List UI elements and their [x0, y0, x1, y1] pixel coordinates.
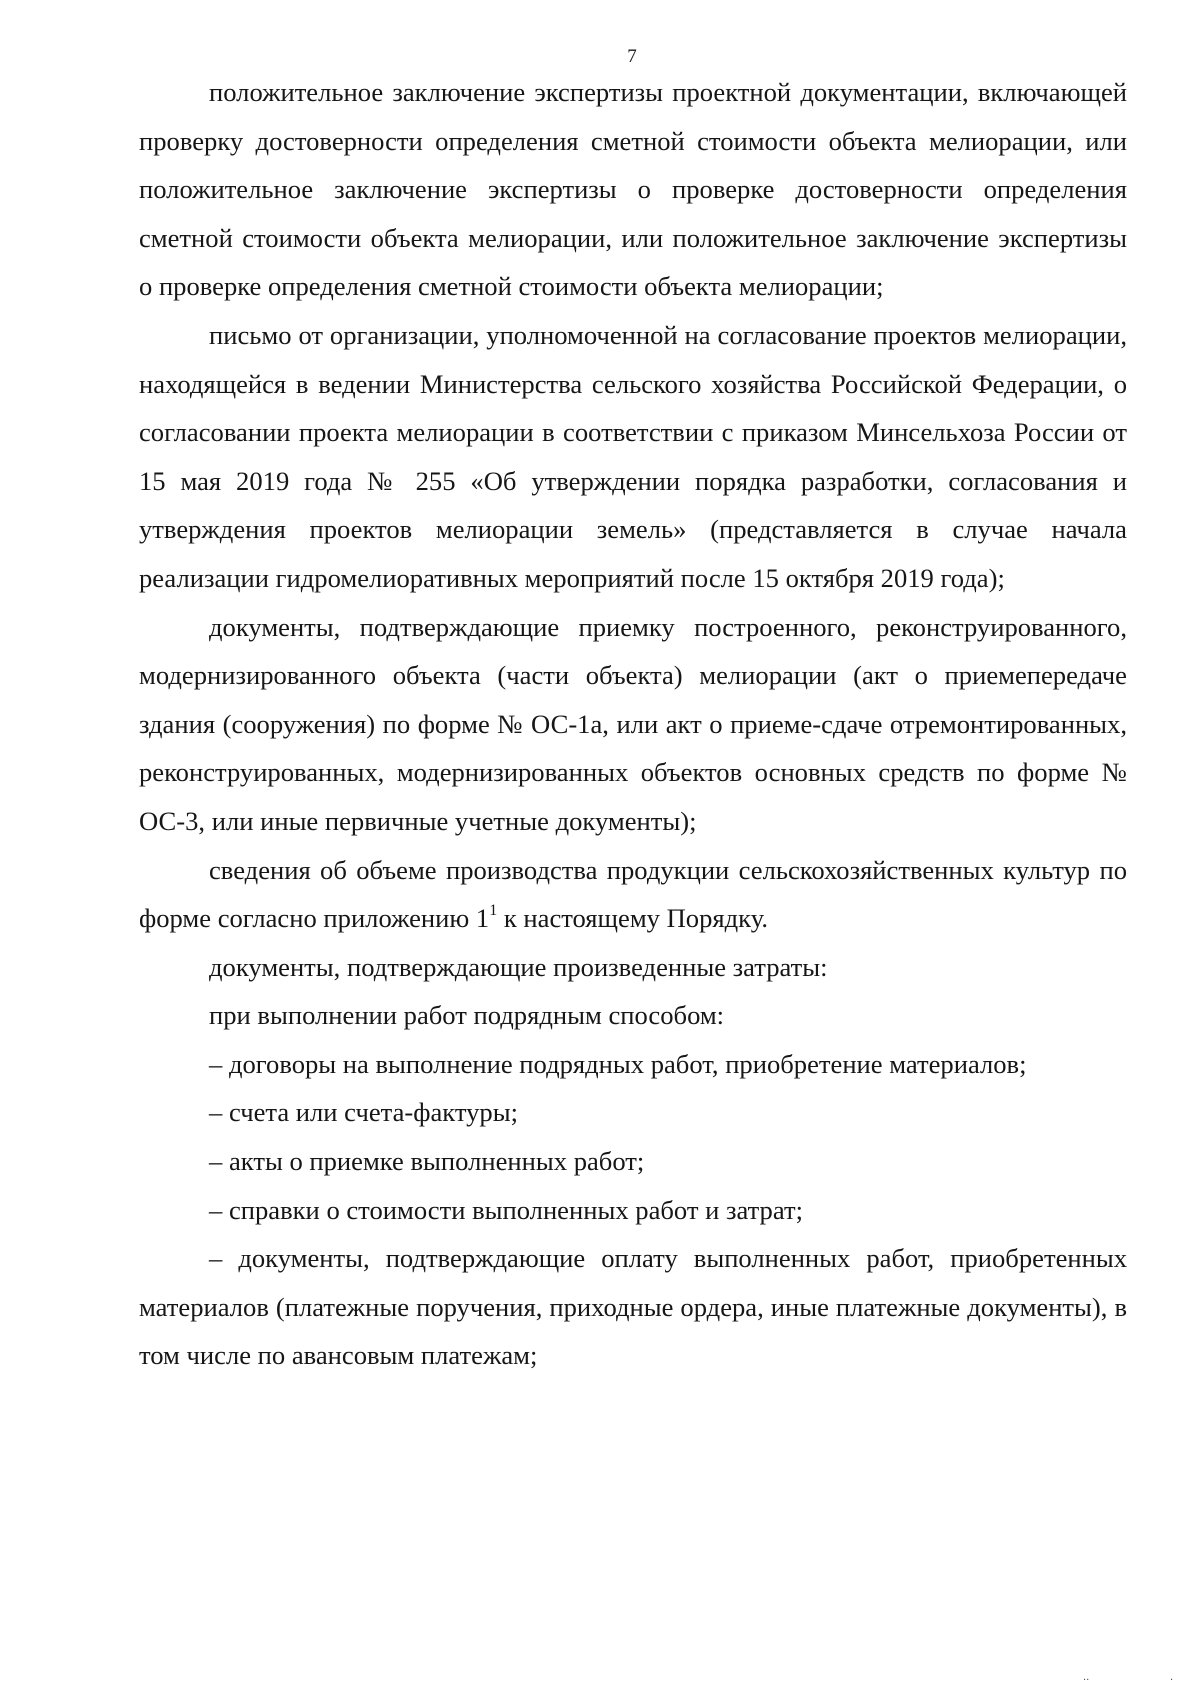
list-item-payment-documents: – документы, подтверждающие оплату выполненных работ, приобретенных материалов (платежные поручения, приходные ордера, иные платежные документы), в том числе по авансовым платежам; — [139, 1243, 1127, 1371]
list-item-contracts: – договоры на выполнение подрядных работ, приобретение материалов; — [209, 1048, 1027, 1079]
page-number: 7 — [627, 46, 637, 67]
paragraph-production-volume — [139, 846, 1127, 943]
scan-artifact-mark: ·· — [1083, 1675, 1090, 1686]
production-volume-tail: к настоящему Порядку. — [497, 903, 768, 934]
paragraph-approval-letter: письмо от организации, уполномоченной на согласование проектов мелиорации, находящейся в ведении Министерства сельского хозяйства Российской Федерации, о согласовании проекта мелиорации в соответствии с приказом Минсельхоза России от 15 мая 2019 года № 255 «Об утверждении порядка разработки, согласования и утверждения проектов мелиорации земель» (представляется в случае начала реализации гидромелиоративных мероприятий после 15 октября 2019 года); — [139, 319, 1127, 593]
production-volume-text: сведения об объеме производства продукции сельскохозяйственных культур по форме согласно приложению 1 — [139, 854, 1127, 934]
scan-artifact-mark: · — [1170, 1675, 1174, 1686]
paragraph-contract-method: при выполнении работ подрядным способом: — [209, 1000, 725, 1031]
paragraph-acceptance-documents: документы, подтверждающие приемку построенного, реконструированного, модернизированного объекта (части объекта) мелиорации (акт о приемепередаче здания (сооружения) по форме № ОС-1а, или акт о приеме-сдаче отремонтированных, реконструированных, модернизированных объектов основных средств по форме № ОС-3, или иные первичные учетные документы); — [139, 611, 1127, 836]
appendix-superscript: 1 — [489, 902, 498, 920]
paragraph-expense-intro: документы, подтверждающие произведенные затраты: — [209, 951, 828, 982]
list-item-cost-certificates: – справки о стоимости выполненных работ и затрат; — [209, 1194, 803, 1225]
list-item-invoices: – счета или счета-фактуры; — [209, 1097, 518, 1128]
document-body — [139, 68, 1127, 1380]
paragraph-expertise-conclusion: положительное заключение экспертизы проектной документации, включающей проверку достоверности определения сметной стоимости объекта мелиорации, или положительное заключение экспертизы о проверке достоверности определения сметной стоимости объекта мелиорации, или положительное заключение экспертизы о проверке определения сметной стоимости объекта мелиорации; — [139, 77, 1127, 302]
list-item-acceptance-acts: – акты о приемке выполненных работ; — [209, 1146, 645, 1177]
